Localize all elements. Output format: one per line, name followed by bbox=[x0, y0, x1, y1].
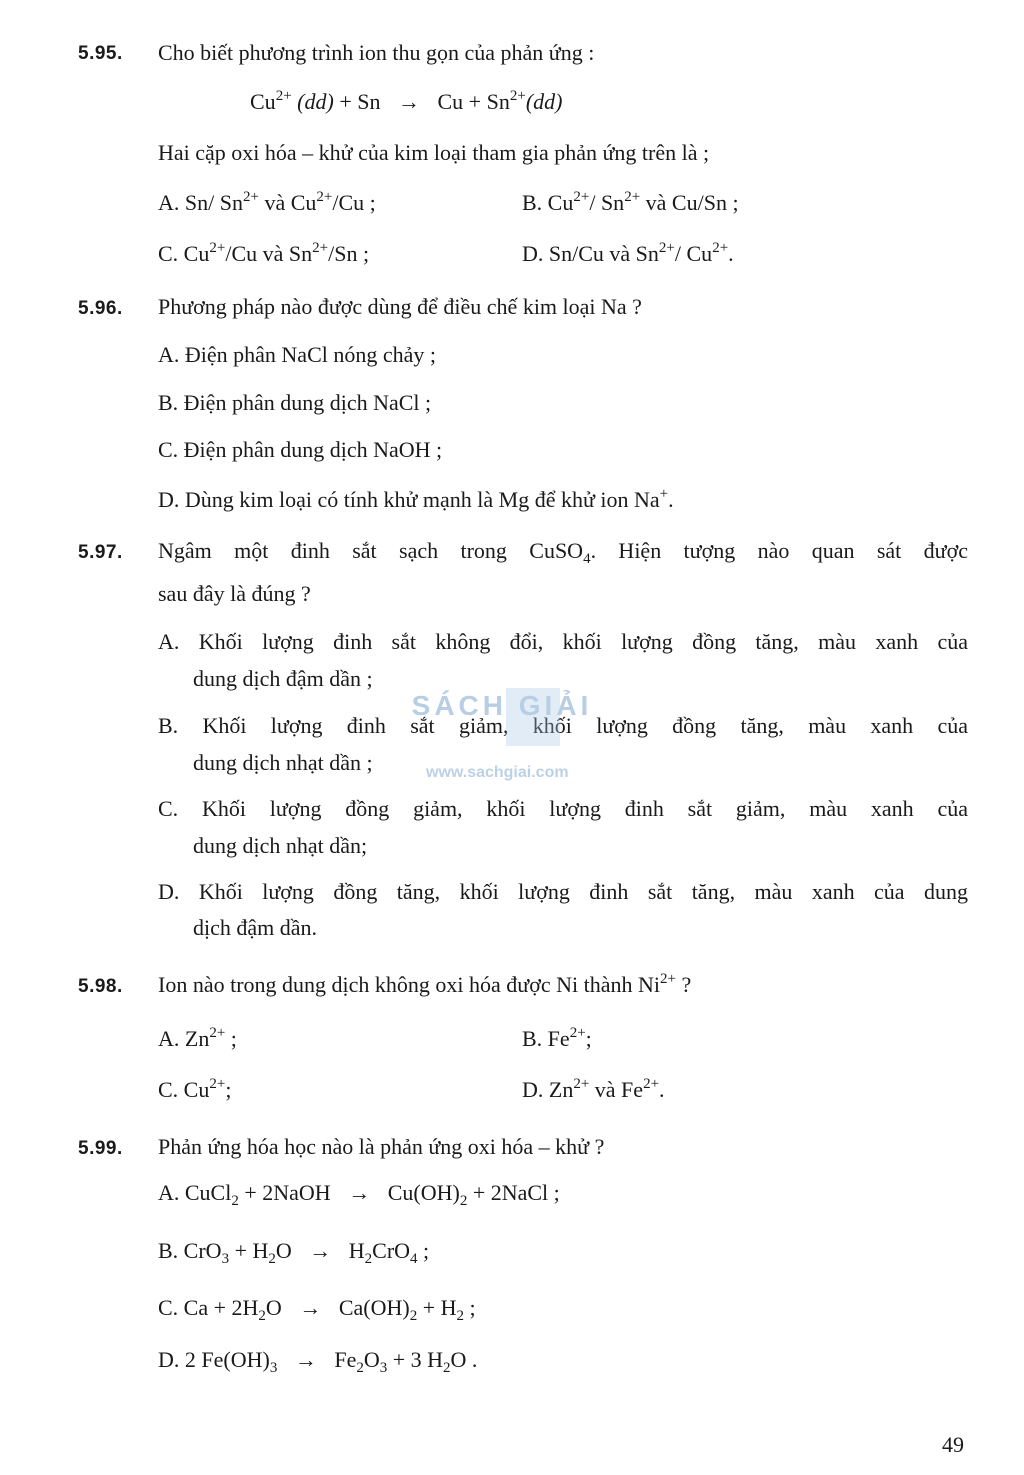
question-number: 5.98. bbox=[78, 976, 123, 997]
option-b-cont[interactable]: dung dịch nhạt dần ; bbox=[193, 750, 373, 775]
question-number: 5.97. bbox=[78, 542, 123, 563]
question-stem: Ion nào trong dung dịch không oxi hóa được Ni thành $Ni^{2+}$ ? bbox=[158, 971, 692, 997]
watermark bbox=[402, 690, 602, 790]
watermark-url: www.sachgiai.com bbox=[426, 764, 569, 781]
question-stem: Cho biết phương trình ion thu gọn của phản ứng : bbox=[158, 40, 595, 65]
option-c[interactable]: C. $Ca + 2H_2O \to Ca(OH)_2 + H_2$ ; bbox=[158, 1295, 476, 1324]
option-a[interactable]: A. Điện phân NaCl nóng chảy ; bbox=[158, 342, 436, 367]
option-a[interactable]: A. CuCl$_2$ + 2NaOH → $Cu(OH)_2$ + 2NaCl ; bbox=[158, 1180, 560, 1209]
ionic-equation: $Cu^{2+}$ $(dd) + Sn \to Cu + Sn^{2+}(dd)$ bbox=[250, 88, 563, 114]
option-b[interactable]: B. Khối lượng đinh sắt giảm, khối lượng đồng tăng, màu xanh của bbox=[158, 713, 968, 738]
option-b[interactable]: B. $Cu^{2+}/$ $Sn^{2+}$ và Cu/Sn ; bbox=[522, 189, 739, 215]
question-stem: Phản ứng hóa học nào là phản ứng oxi hóa – khử ? bbox=[158, 1134, 605, 1159]
option-c[interactable]: C. Khối lượng đồng giảm, khối lượng đinh sắt giảm, màu xanh của bbox=[158, 796, 968, 821]
option-b[interactable]: B. $CrO_3 + H_2O \to H_2CrO_4$ ; bbox=[158, 1238, 430, 1267]
question-number: 5.95. bbox=[78, 43, 123, 64]
question-stem: Phương pháp nào được dùng để điều chế kim loại Na ? bbox=[158, 294, 642, 319]
page-number: 49 bbox=[942, 1432, 964, 1457]
option-c[interactable]: C. $Cu^{2+}$; bbox=[158, 1076, 232, 1102]
watermark-logo: SÁCH GIẢI bbox=[411, 690, 593, 721]
option-a-cont[interactable]: dung dịch đậm dần ; bbox=[193, 666, 373, 691]
option-c-cont[interactable]: dung dịch nhạt dần; bbox=[193, 833, 368, 858]
question-number: 5.96. bbox=[78, 298, 123, 319]
option-a[interactable]: A. $Zn^{2+}$ ; bbox=[158, 1025, 237, 1051]
option-d-cont[interactable]: dịch đậm dần. bbox=[193, 915, 318, 940]
question-stem-2: Hai cặp oxi hóa – khử của kim loại tham gia phản ứng trên là ; bbox=[158, 140, 710, 165]
option-d[interactable]: D. Khối lượng đồng tăng, khối lượng đinh sắt tăng, màu xanh của dung bbox=[158, 879, 968, 904]
question-stem: Ngâm một đinh sắt sạch trong CuSO$_4$. Hiện tượng nào quan sát được bbox=[158, 538, 968, 567]
option-d[interactable]: D. Dùng kim loại có tính khử mạnh là Mg để khử ion Na+. bbox=[158, 486, 674, 512]
option-c[interactable]: C. Điện phân dung dịch NaOH ; bbox=[158, 437, 443, 462]
option-b[interactable]: B. Điện phân dung dịch NaCl ; bbox=[158, 390, 432, 415]
option-d[interactable]: D. Sn/Cu và $Sn^{2+}/$ $Cu^{2+}$. bbox=[522, 240, 734, 266]
question-number: 5.99. bbox=[78, 1138, 123, 1159]
question-stem-cont: sau đây là đúng ? bbox=[158, 581, 311, 606]
option-c[interactable]: C. $Cu^{2+}/Cu$ và $Sn^{2+}/Sn$ ; bbox=[158, 240, 370, 266]
option-d[interactable]: D. $Zn^{2+}$ và $Fe^{2+}$. bbox=[522, 1076, 665, 1102]
option-a[interactable]: A. Sn/ $Sn^{2+}$ và $Cu^{2+}/Cu$ ; bbox=[158, 189, 376, 215]
option-a[interactable]: A. Khối lượng đinh sắt không đổi, khối lượng đồng tăng, màu xanh của bbox=[158, 629, 968, 654]
option-b[interactable]: B. $Fe^{2+}$; bbox=[522, 1025, 592, 1051]
option-d[interactable]: D. 2 $Fe(OH)_3 \to Fe_2O_3 + 3$ $H_2O$ . bbox=[158, 1347, 478, 1376]
